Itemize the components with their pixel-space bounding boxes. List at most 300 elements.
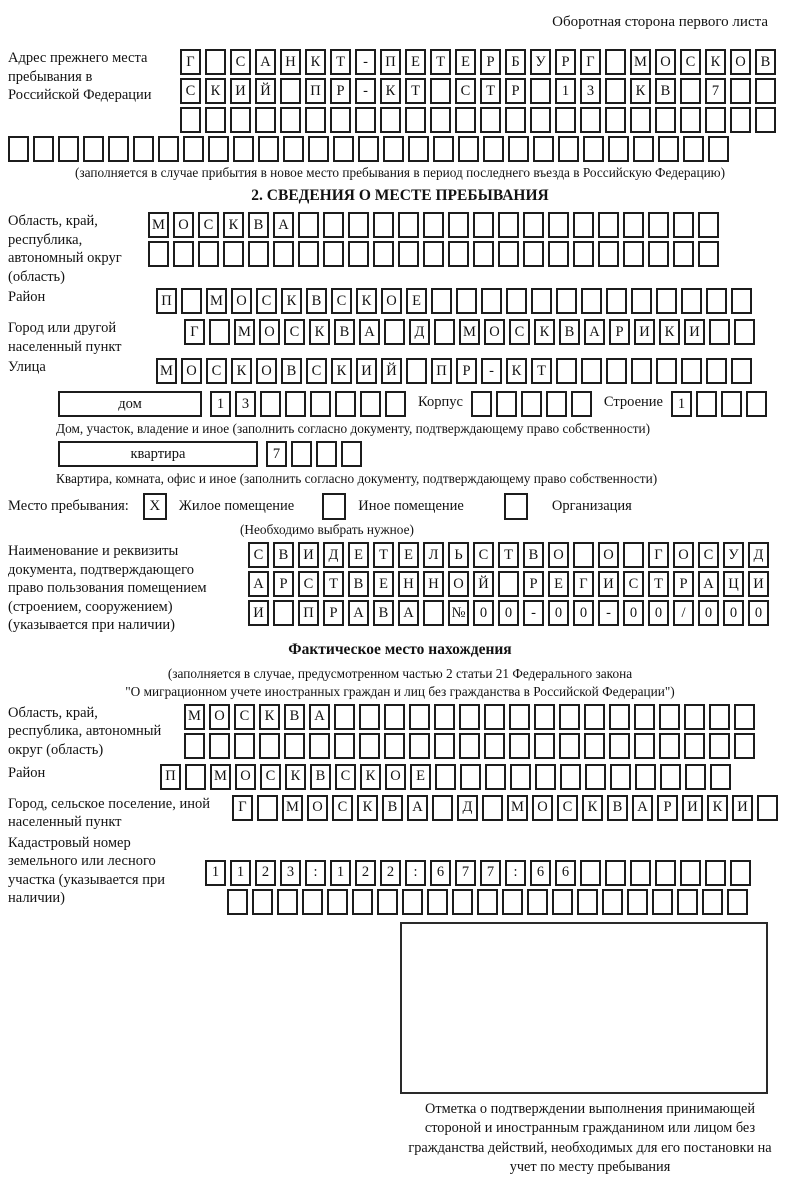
char-cell[interactable]: [8, 136, 29, 162]
char-cell[interactable]: К: [659, 319, 680, 345]
char-cell[interactable]: П: [156, 288, 177, 314]
char-cell[interactable]: Й: [473, 571, 494, 597]
char-cell[interactable]: [681, 358, 702, 384]
char-cell[interactable]: 1: [555, 78, 576, 104]
char-cell[interactable]: [423, 600, 444, 626]
char-cell[interactable]: Т: [430, 49, 451, 75]
char-cell[interactable]: [434, 319, 455, 345]
char-cell[interactable]: [483, 136, 504, 162]
checkbox-zhiloe[interactable]: X: [143, 493, 167, 520]
char-cell[interactable]: [605, 78, 626, 104]
char-cell[interactable]: [656, 288, 677, 314]
char-cell[interactable]: [583, 136, 604, 162]
char-cell[interactable]: [730, 107, 751, 133]
char-cell[interactable]: Н: [398, 571, 419, 597]
char-cell[interactable]: [455, 107, 476, 133]
char-cell[interactable]: [680, 78, 701, 104]
char-cell[interactable]: [448, 241, 469, 267]
char-cell[interactable]: [659, 733, 680, 759]
char-cell[interactable]: [341, 441, 362, 467]
char-cell[interactable]: 0: [648, 600, 669, 626]
char-cell[interactable]: [634, 704, 655, 730]
char-cell[interactable]: О: [181, 358, 202, 384]
char-cell[interactable]: [398, 212, 419, 238]
char-cell[interactable]: [435, 764, 456, 790]
char-cell[interactable]: [458, 136, 479, 162]
char-cell[interactable]: К: [357, 795, 378, 821]
char-cell[interactable]: Т: [648, 571, 669, 597]
char-cell[interactable]: Р: [505, 78, 526, 104]
char-cell[interactable]: [673, 212, 694, 238]
char-cell[interactable]: [427, 889, 448, 915]
char-cell[interactable]: [631, 358, 652, 384]
char-cell[interactable]: [530, 107, 551, 133]
char-cell[interactable]: [380, 107, 401, 133]
char-cell[interactable]: А: [407, 795, 428, 821]
char-cell[interactable]: Т: [531, 358, 552, 384]
char-cell[interactable]: [280, 78, 301, 104]
char-cell[interactable]: [684, 704, 705, 730]
char-cell[interactable]: [702, 889, 723, 915]
char-cell[interactable]: [552, 889, 573, 915]
char-cell[interactable]: [680, 860, 701, 886]
char-cell[interactable]: [408, 136, 429, 162]
char-cell[interactable]: [510, 764, 531, 790]
char-cell[interactable]: [423, 212, 444, 238]
char-cell[interactable]: И: [682, 795, 703, 821]
char-cell[interactable]: С: [260, 764, 281, 790]
char-cell[interactable]: [602, 889, 623, 915]
char-cell[interactable]: [698, 241, 719, 267]
char-cell[interactable]: -: [355, 78, 376, 104]
char-cell[interactable]: [709, 733, 730, 759]
char-cell[interactable]: [209, 319, 230, 345]
char-cell[interactable]: [358, 136, 379, 162]
char-cell[interactable]: [584, 704, 605, 730]
char-cell[interactable]: И: [732, 795, 753, 821]
char-cell[interactable]: [681, 288, 702, 314]
char-cell[interactable]: [158, 136, 179, 162]
char-cell[interactable]: [571, 391, 592, 417]
char-cell[interactable]: М: [206, 288, 227, 314]
char-cell[interactable]: [456, 288, 477, 314]
char-cell[interactable]: 3: [580, 78, 601, 104]
char-cell[interactable]: [183, 136, 204, 162]
char-cell[interactable]: [257, 795, 278, 821]
char-cell[interactable]: [523, 241, 544, 267]
char-cell[interactable]: [730, 78, 751, 104]
char-cell[interactable]: Т: [373, 542, 394, 568]
char-cell[interactable]: И: [298, 542, 319, 568]
char-cell[interactable]: [710, 764, 731, 790]
char-cell[interactable]: [623, 212, 644, 238]
char-cell[interactable]: [734, 319, 755, 345]
char-cell[interactable]: [633, 136, 654, 162]
char-cell[interactable]: [685, 764, 706, 790]
char-cell[interactable]: С: [557, 795, 578, 821]
char-cell[interactable]: [316, 441, 337, 467]
char-cell[interactable]: [108, 136, 129, 162]
char-cell[interactable]: К: [506, 358, 527, 384]
char-cell[interactable]: [605, 107, 626, 133]
char-cell[interactable]: О: [730, 49, 751, 75]
char-cell[interactable]: В: [306, 288, 327, 314]
char-cell[interactable]: А: [398, 600, 419, 626]
char-cell[interactable]: [385, 391, 406, 417]
char-cell[interactable]: П: [160, 764, 181, 790]
char-cell[interactable]: [434, 733, 455, 759]
char-cell[interactable]: 6: [530, 860, 551, 886]
char-cell[interactable]: [223, 241, 244, 267]
char-cell[interactable]: [581, 358, 602, 384]
char-cell[interactable]: М: [282, 795, 303, 821]
char-cell[interactable]: [198, 241, 219, 267]
char-cell[interactable]: В: [310, 764, 331, 790]
char-cell[interactable]: [755, 78, 776, 104]
char-cell[interactable]: О: [673, 542, 694, 568]
char-cell[interactable]: 0: [723, 600, 744, 626]
char-cell[interactable]: [523, 212, 544, 238]
char-cell[interactable]: П: [380, 49, 401, 75]
char-cell[interactable]: [746, 391, 767, 417]
char-cell[interactable]: Й: [381, 358, 402, 384]
char-cell[interactable]: В: [273, 542, 294, 568]
char-cell[interactable]: [598, 212, 619, 238]
char-cell[interactable]: 0: [748, 600, 769, 626]
char-cell[interactable]: [348, 212, 369, 238]
char-cell[interactable]: [608, 136, 629, 162]
char-cell[interactable]: [755, 107, 776, 133]
char-cell[interactable]: [333, 136, 354, 162]
char-cell[interactable]: [305, 107, 326, 133]
char-cell[interactable]: [609, 733, 630, 759]
char-cell[interactable]: [580, 860, 601, 886]
char-cell[interactable]: М: [156, 358, 177, 384]
char-cell[interactable]: Г: [580, 49, 601, 75]
char-cell[interactable]: К: [705, 49, 726, 75]
char-cell[interactable]: [496, 391, 517, 417]
char-cell[interactable]: [605, 860, 626, 886]
char-cell[interactable]: [605, 49, 626, 75]
char-cell[interactable]: [505, 107, 526, 133]
char-cell[interactable]: [521, 391, 542, 417]
char-cell[interactable]: Т: [480, 78, 501, 104]
char-cell[interactable]: /: [673, 600, 694, 626]
char-cell[interactable]: 0: [548, 600, 569, 626]
char-cell[interactable]: [656, 358, 677, 384]
char-cell[interactable]: С: [473, 542, 494, 568]
char-cell[interactable]: Д: [323, 542, 344, 568]
char-cell[interactable]: [205, 49, 226, 75]
char-cell[interactable]: [684, 733, 705, 759]
char-cell[interactable]: 0: [623, 600, 644, 626]
char-cell[interactable]: [308, 136, 329, 162]
char-cell[interactable]: [402, 889, 423, 915]
char-cell[interactable]: [698, 212, 719, 238]
char-cell[interactable]: В: [284, 704, 305, 730]
char-cell[interactable]: С: [248, 542, 269, 568]
char-cell[interactable]: [205, 107, 226, 133]
char-cell[interactable]: [248, 241, 269, 267]
char-cell[interactable]: М: [234, 319, 255, 345]
char-cell[interactable]: -: [355, 49, 376, 75]
char-cell[interactable]: И: [684, 319, 705, 345]
char-cell[interactable]: Г: [648, 542, 669, 568]
char-cell[interactable]: В: [248, 212, 269, 238]
char-cell[interactable]: Р: [323, 600, 344, 626]
char-cell[interactable]: [734, 733, 755, 759]
char-cell[interactable]: К: [281, 288, 302, 314]
char-cell[interactable]: С: [256, 288, 277, 314]
char-cell[interactable]: [706, 288, 727, 314]
char-cell[interactable]: :: [405, 860, 426, 886]
char-cell[interactable]: И: [356, 358, 377, 384]
char-cell[interactable]: 1: [230, 860, 251, 886]
char-cell[interactable]: [659, 704, 680, 730]
char-cell[interactable]: Р: [480, 49, 501, 75]
char-cell[interactable]: [459, 733, 480, 759]
char-cell[interactable]: О: [548, 542, 569, 568]
char-cell[interactable]: [409, 704, 430, 730]
char-cell[interactable]: [209, 733, 230, 759]
char-cell[interactable]: [598, 241, 619, 267]
char-cell[interactable]: :: [305, 860, 326, 886]
char-cell[interactable]: М: [210, 764, 231, 790]
char-cell[interactable]: [683, 136, 704, 162]
char-cell[interactable]: [482, 795, 503, 821]
char-cell[interactable]: О: [256, 358, 277, 384]
char-cell[interactable]: 3: [235, 391, 256, 417]
char-cell[interactable]: К: [534, 319, 555, 345]
char-cell[interactable]: [631, 288, 652, 314]
char-cell[interactable]: [509, 704, 530, 730]
char-cell[interactable]: Ц: [723, 571, 744, 597]
char-cell[interactable]: [660, 764, 681, 790]
char-cell[interactable]: С: [206, 358, 227, 384]
char-cell[interactable]: -: [481, 358, 502, 384]
char-cell[interactable]: [352, 889, 373, 915]
char-cell[interactable]: [377, 889, 398, 915]
char-cell[interactable]: [627, 889, 648, 915]
char-cell[interactable]: [731, 288, 752, 314]
char-cell[interactable]: М: [184, 704, 205, 730]
char-cell[interactable]: С: [455, 78, 476, 104]
char-cell[interactable]: [484, 704, 505, 730]
char-cell[interactable]: [709, 704, 730, 730]
char-cell[interactable]: Б: [505, 49, 526, 75]
char-cell[interactable]: [559, 733, 580, 759]
char-cell[interactable]: [423, 241, 444, 267]
char-cell[interactable]: В: [348, 571, 369, 597]
char-cell[interactable]: [498, 571, 519, 597]
char-cell[interactable]: [280, 107, 301, 133]
char-cell[interactable]: 7: [455, 860, 476, 886]
char-cell[interactable]: [727, 889, 748, 915]
char-cell[interactable]: К: [285, 764, 306, 790]
checkbox-inoe[interactable]: [322, 493, 346, 520]
char-cell[interactable]: [173, 241, 194, 267]
char-cell[interactable]: [180, 107, 201, 133]
char-cell[interactable]: [473, 212, 494, 238]
char-cell[interactable]: :: [505, 860, 526, 886]
char-cell[interactable]: М: [630, 49, 651, 75]
char-cell[interactable]: Е: [405, 49, 426, 75]
char-cell[interactable]: О: [235, 764, 256, 790]
char-cell[interactable]: [230, 107, 251, 133]
char-cell[interactable]: [485, 764, 506, 790]
char-cell[interactable]: Г: [573, 571, 594, 597]
char-cell[interactable]: [506, 288, 527, 314]
char-cell[interactable]: 1: [210, 391, 231, 417]
char-cell[interactable]: 7: [480, 860, 501, 886]
char-cell[interactable]: [534, 704, 555, 730]
char-cell[interactable]: С: [306, 358, 327, 384]
char-cell[interactable]: В: [382, 795, 403, 821]
char-cell[interactable]: [585, 764, 606, 790]
char-cell[interactable]: С: [298, 571, 319, 597]
char-cell[interactable]: [310, 391, 331, 417]
char-cell[interactable]: М: [507, 795, 528, 821]
char-cell[interactable]: 0: [573, 600, 594, 626]
char-cell[interactable]: И: [230, 78, 251, 104]
char-cell[interactable]: О: [484, 319, 505, 345]
char-cell[interactable]: 2: [355, 860, 376, 886]
char-cell[interactable]: [609, 704, 630, 730]
char-cell[interactable]: О: [231, 288, 252, 314]
char-cell[interactable]: Й: [255, 78, 276, 104]
char-cell[interactable]: [459, 704, 480, 730]
char-cell[interactable]: [359, 704, 380, 730]
char-cell[interactable]: [185, 764, 206, 790]
char-cell[interactable]: [83, 136, 104, 162]
char-cell[interactable]: И: [634, 319, 655, 345]
char-cell[interactable]: [433, 136, 454, 162]
char-cell[interactable]: В: [523, 542, 544, 568]
char-cell[interactable]: [208, 136, 229, 162]
char-cell[interactable]: С: [180, 78, 201, 104]
char-cell[interactable]: Е: [406, 288, 427, 314]
char-cell[interactable]: [398, 241, 419, 267]
char-cell[interactable]: Е: [398, 542, 419, 568]
char-cell[interactable]: М: [148, 212, 169, 238]
char-cell[interactable]: С: [623, 571, 644, 597]
char-cell[interactable]: 7: [705, 78, 726, 104]
char-cell[interactable]: 0: [698, 600, 719, 626]
char-cell[interactable]: И: [598, 571, 619, 597]
char-cell[interactable]: В: [755, 49, 776, 75]
char-cell[interactable]: [298, 212, 319, 238]
char-cell[interactable]: О: [381, 288, 402, 314]
char-cell[interactable]: [498, 212, 519, 238]
char-cell[interactable]: [577, 889, 598, 915]
char-cell[interactable]: К: [259, 704, 280, 730]
char-cell[interactable]: К: [582, 795, 603, 821]
char-cell[interactable]: [409, 733, 430, 759]
char-cell[interactable]: Г: [232, 795, 253, 821]
char-cell[interactable]: В: [334, 319, 355, 345]
char-cell[interactable]: [334, 704, 355, 730]
char-cell[interactable]: С: [698, 542, 719, 568]
char-cell[interactable]: [655, 860, 676, 886]
char-cell[interactable]: 6: [430, 860, 451, 886]
char-cell[interactable]: [606, 358, 627, 384]
char-cell[interactable]: О: [259, 319, 280, 345]
char-cell[interactable]: [581, 288, 602, 314]
char-cell[interactable]: С: [284, 319, 305, 345]
char-cell[interactable]: В: [559, 319, 580, 345]
char-cell[interactable]: [705, 860, 726, 886]
char-cell[interactable]: [58, 136, 79, 162]
char-cell[interactable]: Т: [405, 78, 426, 104]
char-cell[interactable]: Л: [423, 542, 444, 568]
char-cell[interactable]: [530, 78, 551, 104]
char-cell[interactable]: В: [655, 78, 676, 104]
char-cell[interactable]: [548, 241, 569, 267]
char-cell[interactable]: [546, 391, 567, 417]
char-cell[interactable]: А: [248, 571, 269, 597]
char-cell[interactable]: [355, 107, 376, 133]
char-cell[interactable]: А: [348, 600, 369, 626]
char-cell[interactable]: Т: [498, 542, 519, 568]
char-cell[interactable]: [181, 288, 202, 314]
char-cell[interactable]: [680, 107, 701, 133]
char-cell[interactable]: [509, 733, 530, 759]
char-cell[interactable]: Р: [555, 49, 576, 75]
char-cell[interactable]: [259, 733, 280, 759]
char-cell[interactable]: [448, 212, 469, 238]
char-cell[interactable]: [255, 107, 276, 133]
char-cell[interactable]: [273, 241, 294, 267]
char-cell[interactable]: -: [598, 600, 619, 626]
char-cell[interactable]: О: [598, 542, 619, 568]
char-cell[interactable]: [673, 241, 694, 267]
char-cell[interactable]: [548, 212, 569, 238]
char-cell[interactable]: [323, 212, 344, 238]
char-cell[interactable]: [285, 391, 306, 417]
char-cell[interactable]: 0: [473, 600, 494, 626]
char-cell[interactable]: [730, 860, 751, 886]
char-cell[interactable]: П: [305, 78, 326, 104]
char-cell[interactable]: [452, 889, 473, 915]
char-cell[interactable]: О: [532, 795, 553, 821]
char-cell[interactable]: [383, 136, 404, 162]
char-cell[interactable]: О: [655, 49, 676, 75]
char-cell[interactable]: [635, 764, 656, 790]
char-cell[interactable]: [630, 860, 651, 886]
char-cell[interactable]: [252, 889, 273, 915]
char-cell[interactable]: [384, 704, 405, 730]
char-cell[interactable]: [534, 733, 555, 759]
char-cell[interactable]: К: [309, 319, 330, 345]
char-cell[interactable]: [648, 241, 669, 267]
char-cell[interactable]: К: [380, 78, 401, 104]
char-cell[interactable]: 0: [498, 600, 519, 626]
char-cell[interactable]: О: [307, 795, 328, 821]
char-cell[interactable]: С: [680, 49, 701, 75]
char-cell[interactable]: [734, 704, 755, 730]
char-cell[interactable]: К: [231, 358, 252, 384]
char-cell[interactable]: [434, 704, 455, 730]
char-cell[interactable]: [471, 391, 492, 417]
char-cell[interactable]: [706, 358, 727, 384]
char-cell[interactable]: С: [509, 319, 530, 345]
char-cell[interactable]: В: [607, 795, 628, 821]
char-cell[interactable]: Н: [280, 49, 301, 75]
char-cell[interactable]: [460, 764, 481, 790]
char-cell[interactable]: А: [698, 571, 719, 597]
char-cell[interactable]: [480, 107, 501, 133]
char-cell[interactable]: М: [459, 319, 480, 345]
